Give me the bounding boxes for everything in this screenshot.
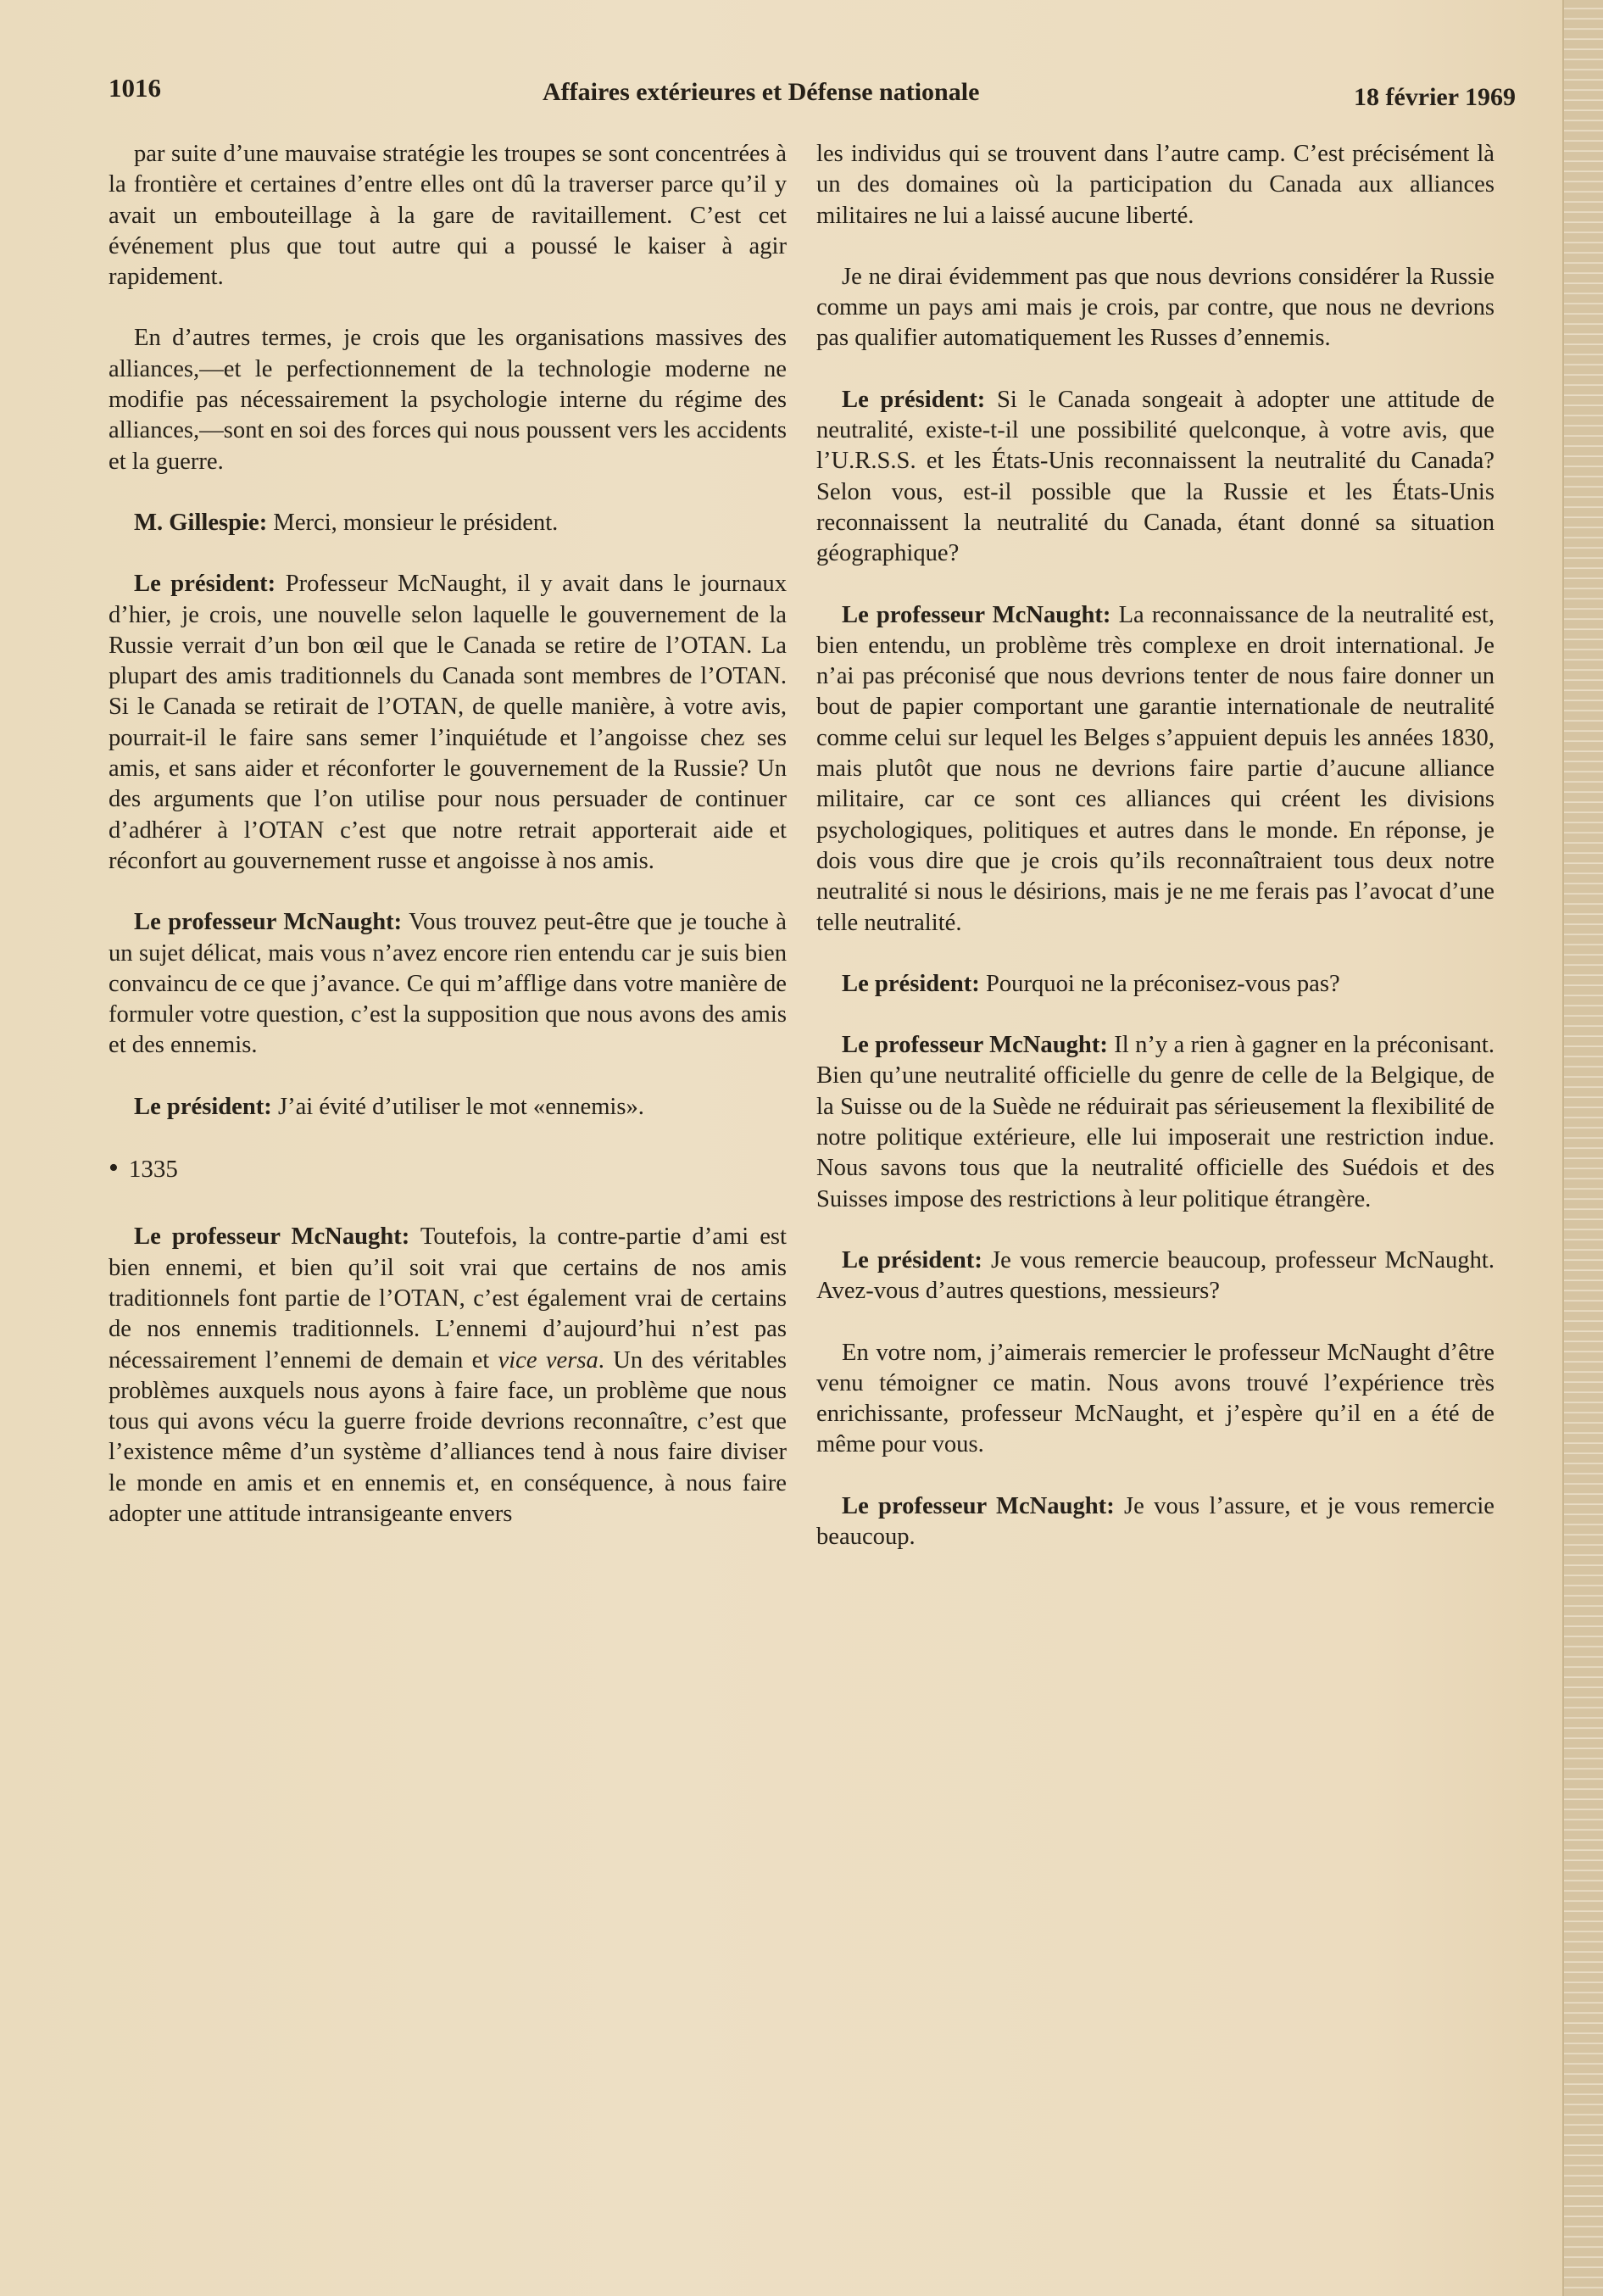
speaker-label: Le président:	[842, 970, 980, 997]
paragraph: Le président: Professeur McNaught, il y avait dans le journaux d’hier, je crois, une nouvelle selon laquelle le gouvernement de la Russie verrait d’un bon œil que le Canada se retire de l’OTAN. La plupart des amis traditionnels du Canada sont membres de l’OTAN. Si le Canada se retirait de l’OTAN, de quelle manière, à votre avis, pourrait-il le faire sans semer l’inquiétude et l’angoisse chez ses amis, et sans aider et réconforter le gouvernement de la Russie? Un des arguments que l’on utilise pour nous persuader de continuer d’adhérer à l’OTAN c’est que notre retrait apporterait aide et réconfort au gouvernement russe et angoisse à nos amis.	[109, 571, 787, 874]
speaker-label: Le professeur McNaught:	[842, 1492, 1115, 1519]
paragraph: M. Gillespie: Merci, monsieur le président.	[134, 509, 559, 536]
speaker-label: Le président:	[842, 1246, 982, 1273]
paragraph: Le professeur McNaught: Je vous l’assure, et je vous remercie beaucoup.	[816, 1492, 1494, 1550]
paragraph: Le président: Si le Canada songeait à adopter une attitude de neutralité, existe-t-il une possibilité quelconque, à votre avis, que l’U.R.S.S. et les États-Unis reconnaissent la neutralité du Canada? Selon vous, est-il possible que la Russie et les États-Unis reconnaissent la neutralité du Canada, étant donné sa situation géographique?	[816, 386, 1494, 567]
paragraph: Je ne dirai évidemment pas que nous devrions considérer la Russie comme un pays ami mais je crois, par contre, que nous ne devrions pas qualifier automatiquement les Russes d’ennemis.	[816, 263, 1494, 352]
emphasis: vice versa	[498, 1346, 598, 1374]
speaker-label: Le professeur McNaught:	[134, 1223, 410, 1251]
paragraph: Le professeur McNaught: Toutefois, la contre-partie d’ami est bien ennemi, et bien qu’il soit vrai que certains de nos amis traditionnels font partie de l’OTAN, c’est également vrai de certains de nos ennemis traditionnels. L’ennemi d’aujourd’hui n’est pas nécessairement l’ennemi de demain et vice versa. Un des véritables problèmes auxquels nous ayons à faire face, un problème que nous tous qui avons vécu la guerre froide devrions reconnaître, c’est que l’existence même d’un système d’alliances tend à nous faire diviser le monde en amis et en ennemis et, en conséquence, à nous faire adopter une attitude intransigeante envers	[109, 1223, 787, 1527]
speaker-label: Le président:	[134, 1093, 272, 1120]
time-marker: • 1335	[109, 1152, 178, 1184]
paragraph: En votre nom, j’aimerais remercier le professeur McNaught d’être venu témoigner ce matin. Nous avons trouvé l’expérience très enrichissante, professeur McNaught, et j’espère qu’il en a été de même pour vous.	[816, 1339, 1494, 1458]
running-title: Affaires extérieures et Défense nationale	[543, 78, 980, 106]
paragraph: les individus qui se trouvent dans l’autre camp. C’est précisément là un des domaines où la participation du Canada aux alliances militaires ne lui a laissé aucune liberté.	[816, 141, 1494, 229]
speaker-label: Le président:	[134, 571, 276, 598]
paragraph: par suite d’une mauvaise stratégie les troupes se sont concentrées à la frontière et certaines d’entre elles ont dû la traverser parce qu’il y avait un embouteillage à la gare de ravitaillement. C’est cet événement plus que tout autre qui a poussé le kaiser à agir rapidement.	[109, 141, 787, 291]
speaker-label: Le professeur McNaught:	[842, 1032, 1108, 1059]
paragraph: Le président: Pourquoi ne la préconisez-vous pas?	[842, 970, 1340, 997]
paragraph: En d’autres termes, je crois que les organisations massives des alliances,—et le perfectionnement de la technologie moderne ne modifie pas nécessairement la psychologie interne du régime des alliances,—sont en soi des forces qui nous poussent vers les accidents et la guerre.	[109, 325, 787, 475]
page-header	[109, 73, 1516, 124]
right-column	[816, 139, 1494, 1583]
speaker-label: Le professeur McNaught:	[842, 601, 1111, 628]
paragraph: Le professeur McNaught: Vous trouvez peut-être que je touche à un sujet délicat, mais vous n’avez encore rien entendu car je suis bien convaincu de ce que j’avance. Ce qui m’afflige dans votre manière de formuler votre question, c’est la supposition que nous avons des amis et des ennemis.	[109, 909, 787, 1059]
page-number: 1016	[109, 73, 161, 103]
paragraph: Le président: J’ai évité d’utiliser le mot «ennemis».	[134, 1093, 644, 1120]
paragraph: Le professeur McNaught: Il n’y a rien à gagner en la préconisant. Bien qu’une neutralité officielle du genre de celle de la Belgique, de la Suisse ou de la Suède ne réduirait pas sérieusement la flexibilité de notre politique extérieure, elle lui imposerait une restriction indue. Nous savons tous que la neutralité officielle des Suédois et des Suisses impose des restrictions à leur politique étrangère.	[816, 1032, 1494, 1212]
speaker-label: Le professeur McNaught:	[134, 909, 403, 936]
book-spine	[1562, 0, 1603, 2296]
paragraph: Le professeur McNaught: La reconnaissance de la neutralité est, bien entendu, un problème très complexe en droit international. Je n’ai pas préconisé que nous devrions tenter de nous faire donner un bout de papier comportant une garantie internationale de neutralité comme celui sur lequel les Belges s’appuient depuis les années 1830, mais plutôt que nous ne devrions faire partie d’aucune alliance militaire, car ce sont ces alliances qui créent les divisions psychologiques, politiques et autres dans le monde. En réponse, je dois vous dire que je crois qu’ils reconnaîtraient tous deux notre neutralité si nous le désirions, mais je ne me ferais pas l’avocat d’une telle neutralité.	[816, 601, 1494, 936]
speaker-label: M. Gillespie:	[134, 509, 268, 536]
bullet-icon: •	[109, 1152, 119, 1184]
header-date: 18 février 1969	[1353, 83, 1516, 111]
speaker-label: Le président:	[842, 386, 986, 413]
paragraph: Le président: Je vous remercie beaucoup, professeur McNaught. Avez-vous d’autres questions, messieurs?	[816, 1246, 1494, 1305]
left-column	[109, 139, 787, 1530]
